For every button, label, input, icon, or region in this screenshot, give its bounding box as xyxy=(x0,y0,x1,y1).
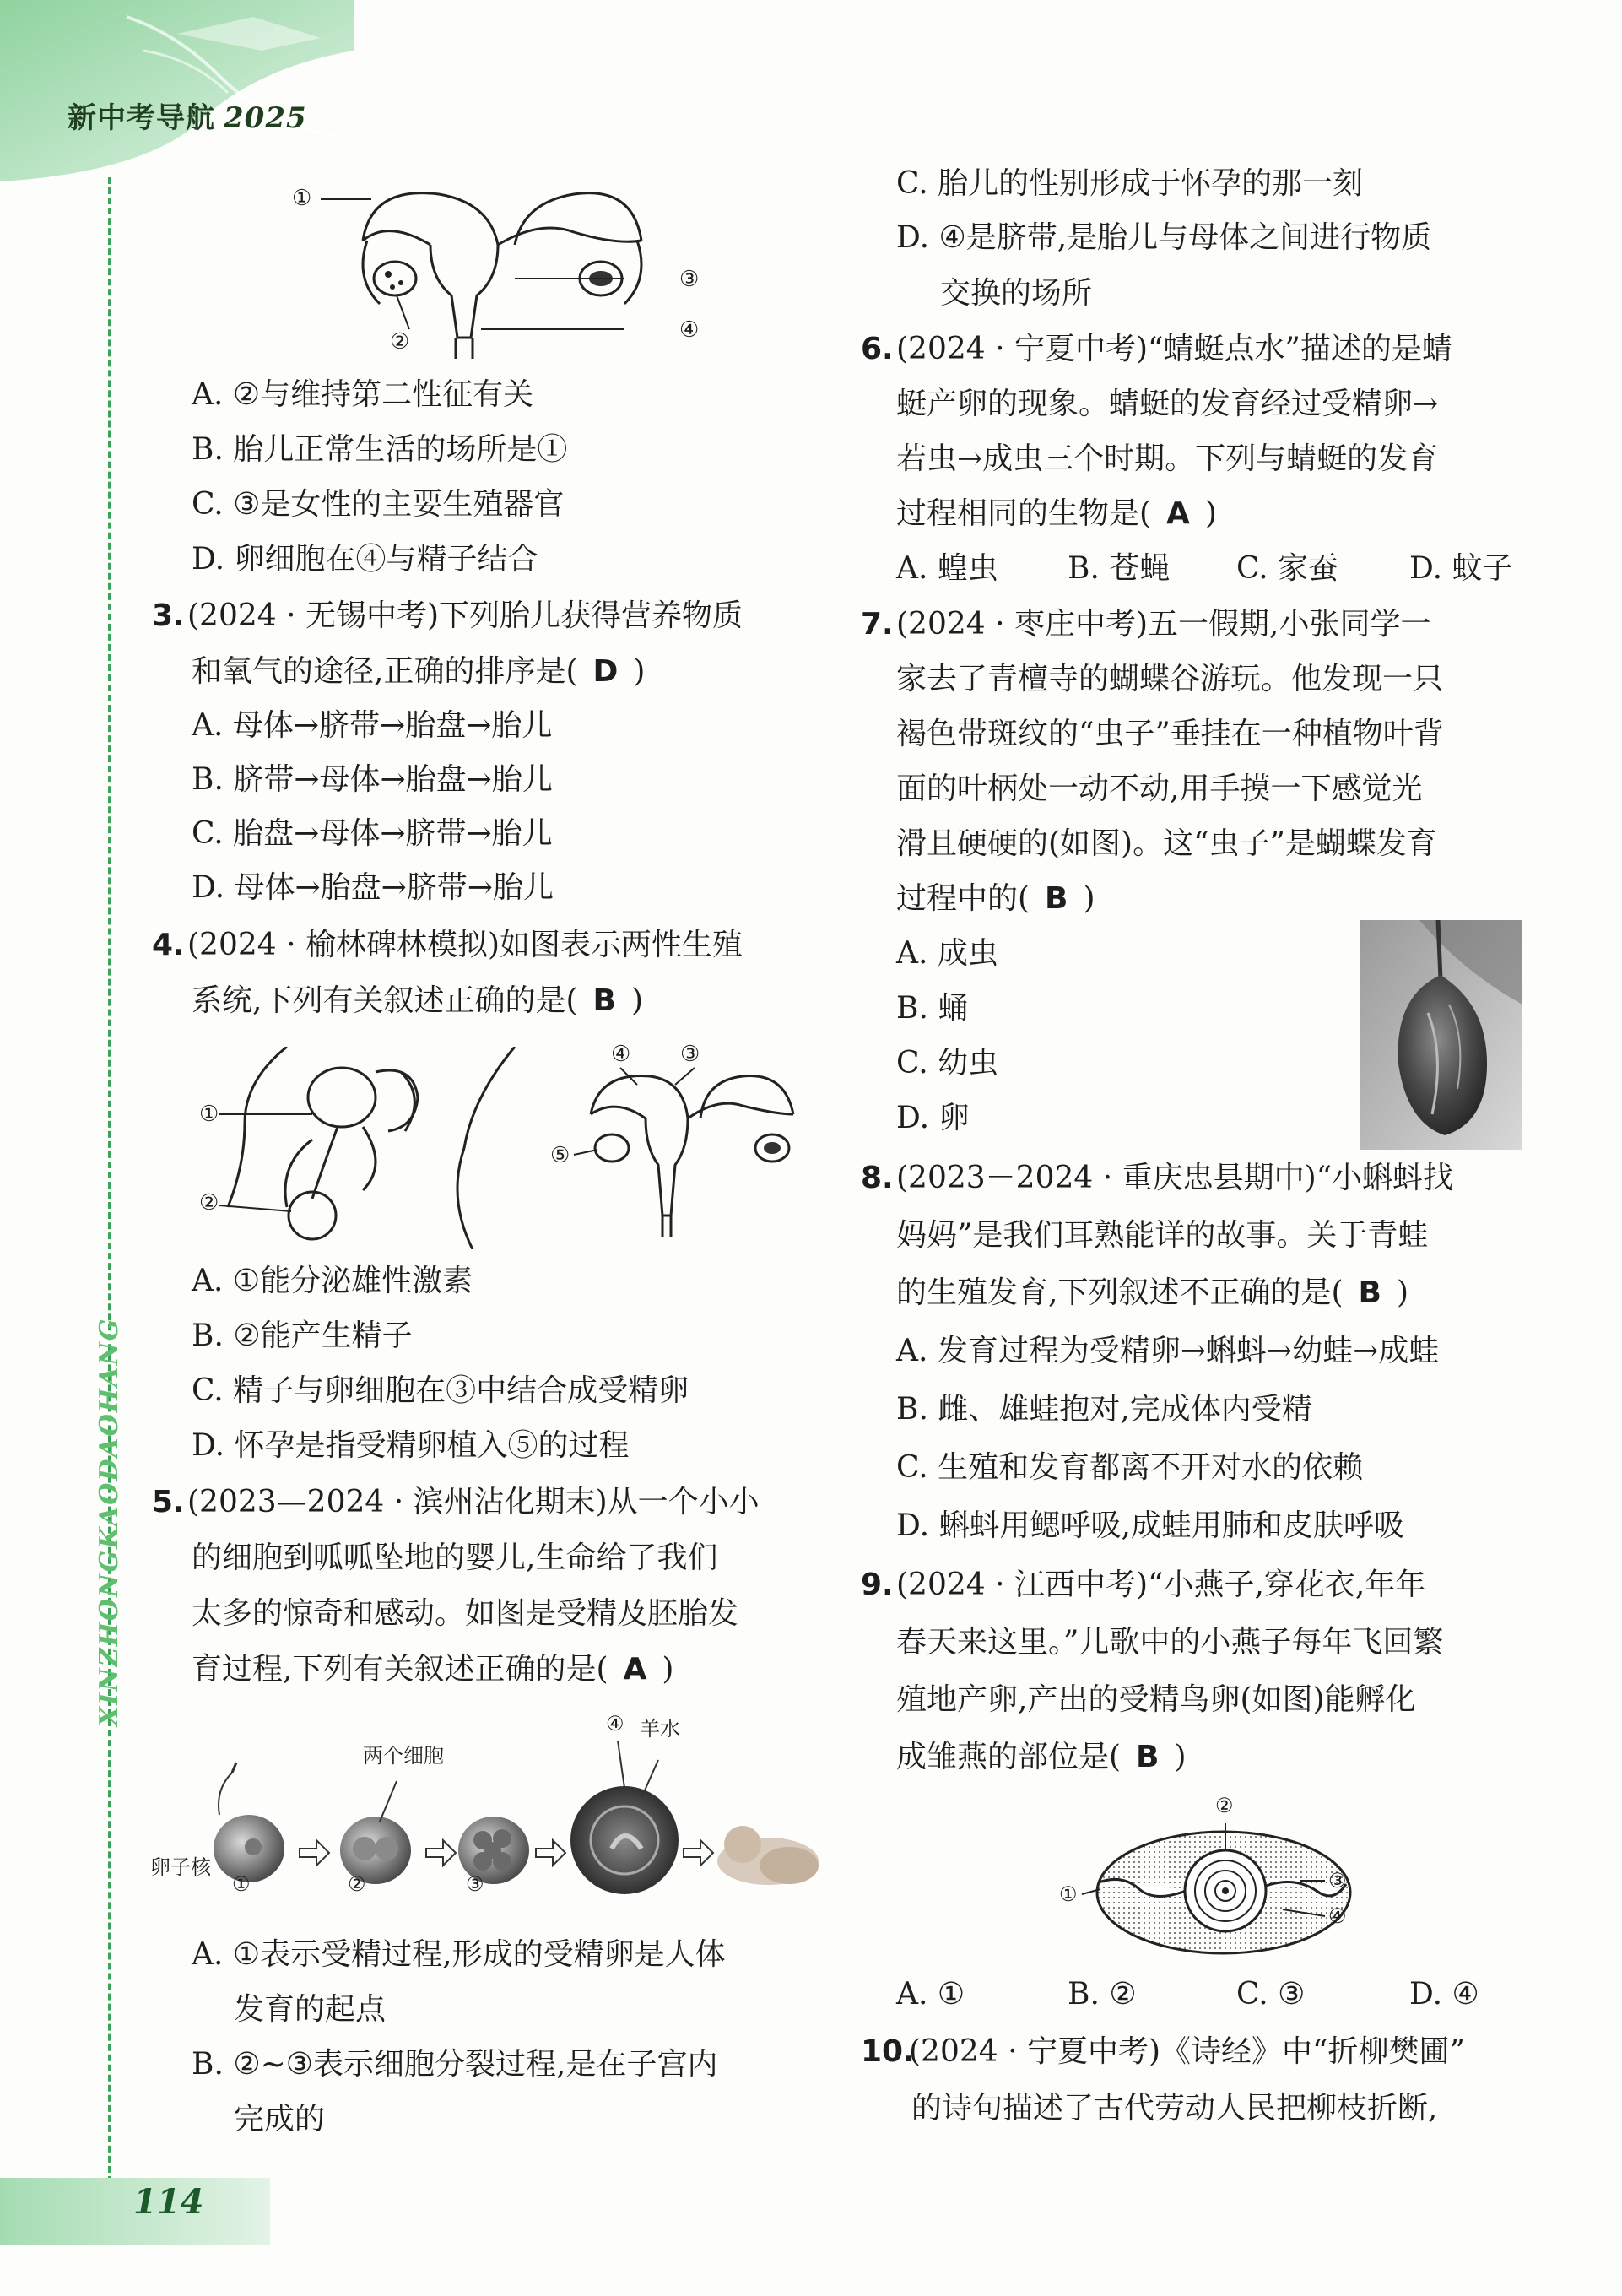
q3-option-b: B. 脐带→母体→胎盘→胎儿 xyxy=(192,762,553,797)
q5-stem-line-3: 太多的惊奇和感动。如图是受精及胚胎发 xyxy=(192,1596,739,1631)
q9-stem-text: 成雏燕的部位是( xyxy=(896,1740,1122,1774)
q4-option-a: A. ①能分泌雄性激素 xyxy=(192,1264,473,1298)
q5-option-c: C. 胎儿的性别形成于怀孕的那一刻 xyxy=(896,166,1364,201)
series-name: 新中考导航 xyxy=(68,101,215,135)
fig2-label-2: ② xyxy=(390,329,410,355)
q6-close-paren: ) xyxy=(1204,496,1217,531)
fig2-label-1: ① xyxy=(292,186,312,211)
q9-stem-line-1: (2024 · 江西中考)“小燕子,穿花衣,年年 xyxy=(896,1568,1426,1602)
q4-number: 4. xyxy=(152,928,185,962)
series-year: 2025 xyxy=(224,101,307,135)
q9-fig-label-3: ③ xyxy=(1328,1869,1347,1893)
q8-stem-line-2: 妈妈”是我们耳熟能详的故事。关于青蛙 xyxy=(896,1218,1429,1253)
q7-close-paren: ) xyxy=(1083,881,1095,916)
q3-stem-line-2 xyxy=(192,654,646,689)
q8-option-b: B. 雌、雄蛙抱对,完成体内受精 xyxy=(896,1392,1312,1427)
q5-stem-line-4 xyxy=(192,1654,673,1685)
q7-answer: B xyxy=(1045,881,1068,916)
q7-stem-text: 过程中的( xyxy=(896,881,1030,916)
male-reproductive-diagram xyxy=(194,1047,532,1249)
q8-stem-line-3 xyxy=(896,1275,1408,1310)
q5-option-b-line-1: B. ②~③表示细胞分裂过程,是在子宫内 xyxy=(192,2047,718,2082)
q8-stem-line-1: (2023－2024 · 重庆忠县期中)“小蝌蚪找 xyxy=(896,1161,1454,1195)
q7-option-c: C. 幼虫 xyxy=(896,1046,999,1080)
q9-option-a: A. ① xyxy=(896,1977,965,2012)
q4-fig-label-2: ② xyxy=(199,1190,219,1216)
q4-stem-text: 系统,下列有关叙述正确的是( xyxy=(192,983,578,1018)
q5-option-d-line-1: D. ④是脐带,是胎儿与母体之间进行物质 xyxy=(896,220,1432,255)
q5-option-a-line-2: 发育的起点 xyxy=(234,1992,387,2027)
q9-stem-line-3: 殖地产卵,产出的受精鸟卵(如图)能孵化 xyxy=(896,1682,1416,1717)
q10-stem-line-1: (2024 · 宁夏中考)《诗经》中“折柳樊圃” xyxy=(909,2034,1465,2069)
q5-stem-line-2: 的细胞到呱呱坠地的婴儿,生命给了我们 xyxy=(192,1541,718,1575)
q3-number: 3. xyxy=(152,598,185,633)
q4-fig-label-4: ④ xyxy=(611,1042,631,1067)
q5-answer: A xyxy=(623,1652,647,1687)
q4-stem-line-1: (2024 · 榆林碑林模拟)如图表示两性生殖 xyxy=(187,928,743,962)
q4-stem-line-2 xyxy=(192,983,643,1018)
q8-answer: B xyxy=(1358,1275,1381,1310)
q9-number: 9. xyxy=(861,1568,894,1602)
q7-stem-line-3: 褐色带斑纹的“虫子”垂挂在一种植物叶背 xyxy=(896,717,1444,751)
q4-option-c: C. 精子与卵细胞在③中结合成受精卵 xyxy=(192,1373,689,1408)
q9-fig-label-2: ② xyxy=(1215,1794,1234,1817)
q5-option-a-line-1: A. ①表示受精过程,形成的受精卵是人体 xyxy=(192,1937,726,1972)
book-series-title xyxy=(68,95,307,136)
q9-option-d: D. ④ xyxy=(1409,1977,1479,2012)
q3-option-a: A. 母体→脐带→胎盘→胎儿 xyxy=(192,708,553,743)
q7-stem-line-4: 面的叶柄处一动不动,用手摸一下感觉光 xyxy=(896,772,1423,806)
q5-number: 5. xyxy=(152,1485,185,1519)
q7-option-b: B. 蛹 xyxy=(896,991,969,1026)
q7-stem-line-6 xyxy=(896,881,1095,916)
q9-stem-line-2: 春天来这里。”儿歌中的小燕子每年飞回繁 xyxy=(896,1625,1444,1660)
q8-option-a: A. 发育过程为受精卵→蝌蚪→幼蛙→成蛙 xyxy=(896,1334,1440,1368)
q8-option-c: C. 生殖和发育都离不开对水的依赖 xyxy=(896,1450,1364,1485)
q4-option-d: D. 怀孕是指受精卵植入⑤的过程 xyxy=(192,1428,630,1463)
q7-stem-line-1: (2024 · 枣庄中考)五一假期,小张同学一 xyxy=(896,607,1431,642)
q4-answer: B xyxy=(592,983,616,1018)
page-number: 114 xyxy=(133,2182,204,2222)
q3-option-d: D. 母体→胎盘→脐带→胎儿 xyxy=(192,870,554,905)
q5-label-1: ① xyxy=(232,1872,251,1896)
fig2-label-3: ③ xyxy=(679,267,700,292)
q2-option-b: B. 胎儿正常生活的场所是① xyxy=(192,432,568,467)
q9-close-paren: ) xyxy=(1174,1740,1187,1774)
margin-pinyin-text: XINZHONGKAODAOHANG xyxy=(95,1317,124,1726)
q6-stem-line-4 xyxy=(896,496,1217,531)
q2-option-a: A. ②与维持第二性征有关 xyxy=(192,377,534,412)
q6-stem-text: 过程相同的生物是( xyxy=(896,496,1152,531)
margin-dashed-rule xyxy=(108,177,111,2203)
q7-option-d: D. 卵 xyxy=(896,1101,970,1135)
q4-close-paren: ) xyxy=(630,983,643,1018)
q6-number: 6. xyxy=(861,332,894,366)
q9-fig-label-4: ④ xyxy=(1328,1904,1347,1928)
q2-option-c: C. ③是女性的主要生殖器官 xyxy=(192,487,565,522)
q10-stem-line-2: 的诗句描述了古代劳动人民把柳枝折断, xyxy=(911,2091,1438,2125)
q5-label-egg-nucleus: 卵子核 xyxy=(150,1855,211,1879)
q9-fig-label-1: ① xyxy=(1059,1882,1078,1906)
q5-label-2: ② xyxy=(348,1872,366,1896)
q3-answer: D xyxy=(592,654,619,689)
q6-option-a: A. 蝗虫 xyxy=(896,551,998,586)
q6-stem-line-3: 若虫→成虫三个时期。下列与蜻蜓的发育 xyxy=(896,441,1439,476)
q8-number: 8. xyxy=(861,1161,894,1195)
female-reproductive-diagram-small xyxy=(540,1047,819,1241)
q10-number: 10. xyxy=(861,2034,915,2069)
q6-stem-line-1: (2024 · 宁夏中考)“蜻蜓点水”描述的是蜻 xyxy=(896,332,1452,366)
q5-option-b-line-2: 完成的 xyxy=(234,2102,326,2136)
q7-stem-line-2: 家去了青檀寺的蝴蝶谷游玩。他发现一只 xyxy=(896,662,1444,696)
q6-option-d: D. 蚊子 xyxy=(1409,551,1513,586)
q5-stem-text: 育过程,下列有关叙述正确的是( xyxy=(192,1652,608,1687)
q3-stem-text: 和氧气的途径,正确的排序是( xyxy=(192,654,578,689)
female-reproductive-diagram xyxy=(287,169,726,363)
q5-label-3: ③ xyxy=(466,1872,484,1896)
q4-fig-label-3: ③ xyxy=(680,1042,700,1067)
q7-option-a: A. 成虫 xyxy=(896,936,998,971)
q5-stem-line-1: (2023—2024 · 滨州沾化期末)从一个小小 xyxy=(187,1485,760,1519)
q4-option-b: B. ②能产生精子 xyxy=(192,1319,413,1353)
q4-fig-label-1: ① xyxy=(199,1102,219,1127)
q6-option-b: B. 苍蝇 xyxy=(1068,551,1171,586)
q9-option-b: B. ② xyxy=(1068,1977,1137,2012)
q7-stem-line-5: 滑且硬硬的(如图)。这“虫子”是蝴蝶发育 xyxy=(896,826,1437,861)
q3-option-c: C. 胎盘→母体→脐带→胎儿 xyxy=(192,816,553,851)
chrysalis-photo xyxy=(1360,920,1522,1150)
embryo-development-diagram xyxy=(152,1722,827,1916)
q9-stem-line-4 xyxy=(896,1742,1187,1773)
q5-label-two-cells: 两个细胞 xyxy=(363,1744,444,1768)
q8-option-d: D. 蝌蚪用鳃呼吸,成蛙用肺和皮肤呼吸 xyxy=(896,1508,1404,1543)
q3-stem-line-1: (2024 · 无锡中考)下列胎儿获得营养物质 xyxy=(187,598,743,633)
q2-option-d: D. 卵细胞在④与精子结合 xyxy=(192,542,538,577)
q6-answer: A xyxy=(1166,496,1190,531)
q8-close-paren: ) xyxy=(1396,1275,1408,1310)
q6-stem-line-2: 蜓产卵的现象。蜻蜓的发育经过受精卵→ xyxy=(896,387,1439,421)
fig2-label-4: ④ xyxy=(679,317,700,343)
q5-label-4: ④ xyxy=(606,1712,624,1736)
q8-stem-text: 的生殖发育,下列叙述不正确的是( xyxy=(896,1275,1344,1310)
q7-number: 7. xyxy=(861,607,894,642)
q3-close-paren: ) xyxy=(633,654,646,689)
q6-option-c: C. 家蚕 xyxy=(1236,551,1339,586)
q5-close-paren: ) xyxy=(662,1652,674,1687)
q5-option-d-line-2: 交换的场所 xyxy=(940,276,1093,311)
q4-fig-label-5: ⑤ xyxy=(550,1143,570,1168)
q5-label-amniotic-fluid: 羊水 xyxy=(640,1717,680,1741)
q9-answer: B xyxy=(1136,1740,1160,1774)
q9-option-c: C. ③ xyxy=(1236,1977,1306,2012)
